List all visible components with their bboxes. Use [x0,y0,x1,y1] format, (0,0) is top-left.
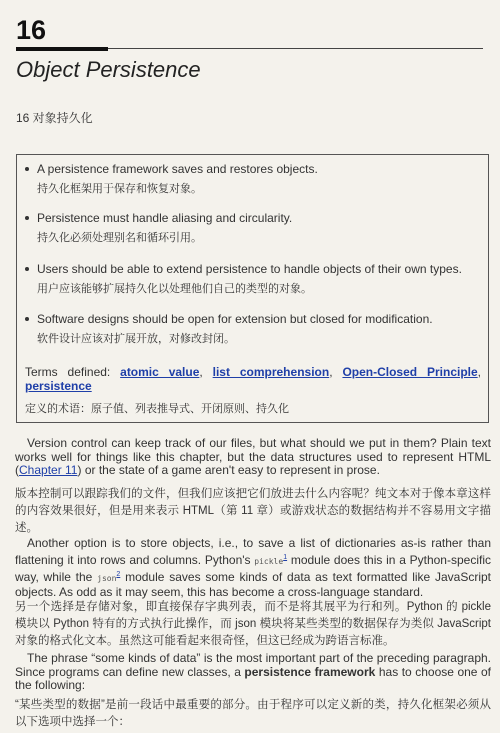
chapter-rule-thin [108,48,483,49]
term-link-atomic-value[interactable]: atomic value [120,365,200,379]
term-separator: , [329,365,333,379]
summary-item-en: Software designs should be open for extension but closed for modification. [37,312,433,326]
persistence-framework-term: persistence framework [244,664,376,679]
term-link-open-closed-principle[interactable]: Open-Closed Principle [342,365,478,379]
paragraph-3-cn: “某些类型的数据”是前一段话中最重要的部分。由于程序可以定义新的类，持久化框架必须从以下选项中选择一个： [15,699,491,728]
paragraph-text: has to choose one of the following: [15,664,491,692]
pickle-code: pickle [254,556,284,566]
term-separator: , [199,365,203,379]
paragraph-text: Another option is to store objects, i.e., to save a list of dictionaries as-is rather than flattening it into rows and columns. Python's [15,536,491,567]
chapter-title: Object Persistence [16,57,201,82]
summary-item-en: Persistence must handle aliasing and circularity. [37,211,293,225]
term-link-list-comprehension[interactable]: list comprehension [212,365,330,379]
bullet-icon [25,317,29,321]
paragraph-3 [15,652,491,693]
summary-item-en: A persistence framework saves and restores objects. [37,162,318,176]
bullet-icon [25,267,29,271]
paragraph-1 [15,437,491,478]
terms-label: Terms defined: [25,365,111,379]
chapter-number: 16 [16,15,47,45]
summary-item-cn: 持久化必须处理别名和循环引用。 [37,232,202,244]
summary-item-cn: 软件设计应该对扩展开放，对修改封闭。 [37,333,235,345]
term-link-persistence[interactable]: persistence [25,379,92,393]
term-separator: , [477,365,482,379]
bullet-icon [25,167,29,171]
summary-item-cn: 用户应该能够扩展持久化以处理他们自己的类型的对象。 [37,283,312,295]
summary-item-en: Users should be able to extend persistence to handle objects of their own types. [37,262,462,276]
summary-item-cn: 持久化框架用于保存和恢复对象。 [37,183,202,195]
paragraph-text: ) or the state of a game aren't easy to represent in prose. [77,463,380,477]
paragraph-2 [15,537,491,599]
bullet-icon [25,216,29,220]
paragraph-text: module saves some kinds of data as text formatted like JavaScript objects. As odd as it may seem, this has become a cross-language standard. [15,570,491,599]
chapter-rule-thick [16,47,108,51]
paragraph-text: The phrase “some kinds of data” is the most important part of the preceding paragraph. Since programs can define new classes, a [15,651,491,679]
footnote-1-link[interactable]: 1 [283,553,288,561]
chapter-title-cn: 16 对象持久化 [16,111,93,125]
paragraph-2-cn: 另一个选择是存储对象，即直接保存字典列表，而不是将其展平为行和列。Python 的 pickle 模块以 Python 特有的方式执行此操作，而 json 模块将某些类型的数据保存为类似 JavaScript 对象的格式化文本。虽然这可能看起来很奇怪，但这已经成为跨语言标准。 [15,601,491,647]
paragraph-text: Version control can keep track of our files, but what should we put in them? Plain text works well for things like this chapter, but the data structures used to represent HTML ( [15,436,491,477]
json-code: json [97,574,117,583]
chapter-11-link[interactable]: Chapter 11 [19,463,78,477]
footnote-2-link[interactable]: 2 [116,571,121,578]
summary-box [16,154,489,423]
paragraph-1-cn: 版本控制可以跟踪我们的文件，但我们应该把它们放进去什么内容呢？纯文本对于像本章这样的内容效果很好，但是用来表示 HTML（第 11 章）或游戏状态的数据结构并不容易用文字描述。 [15,488,491,534]
terms-defined [25,365,481,393]
paragraph-text: module does this in a Python-specific way, while the [15,552,491,584]
terms-defined-cn: 定义的术语：原子值、列表推导式、开闭原则、持久化 [25,403,289,415]
